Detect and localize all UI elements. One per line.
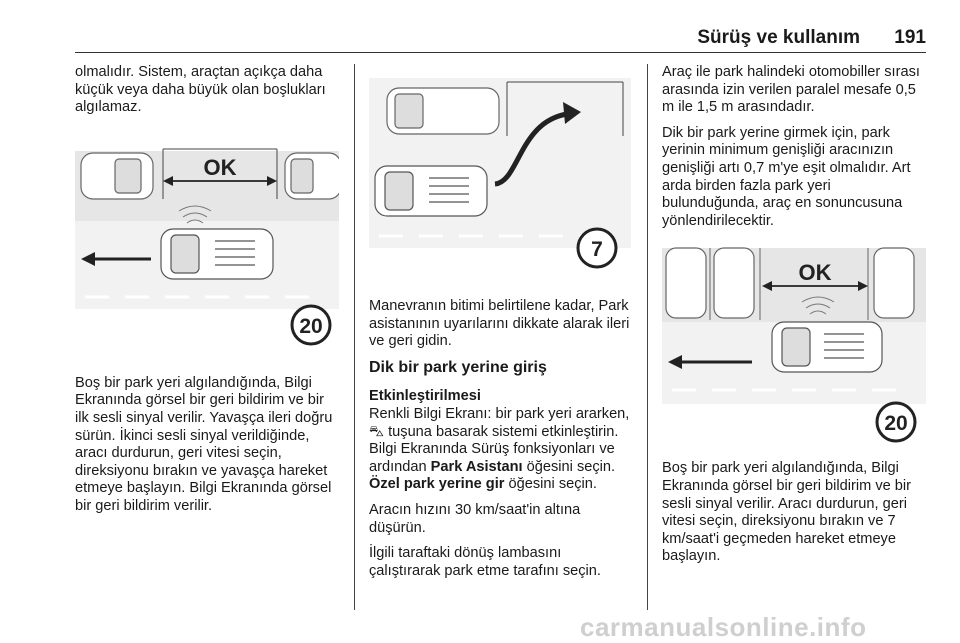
paragraph: Dik bir park yerine girmek için, park yerinin minimum genişliği aracınızın genişliği artı 0,7 m'ye eşit olmalıdır. Art arda birden fazla park yeri bulunduğunda, araç en sonuncusuna yönlendirilecektir. [662,124,911,229]
parallel-parking-figure [75,131,339,361]
column-divider-1 [354,64,355,610]
paragraph: Renkli Bilgi Ekranı: bir park yeri ararken, ⛍ tuşuna basarak sistemi etkinleştirin. Bilgi Ekranında Sürüş fonksiyonları ve ardından Park Asistanı öğesini seçin. Özel park yerine gir öğesini seçin. [369,405,630,493]
parked-car-right [285,153,339,199]
paragraph: Boş bir park yeri algılandığında, Bilgi Ekranında görsel bir geri bildirim ve bir sesli sinyal verilir. Aracı durdurun, geri vitesi seçin, direksiyonu bırakın ve 7 km/saat'i geçmeden hareket etmeye başlayın. [662,460,912,565]
moving-car [161,229,273,279]
moving-car [375,166,487,216]
figure-number: 20 [299,314,323,338]
figure-number: 20 [884,412,908,436]
section-title: Sürüş ve kullanım [697,27,860,48]
section-heading: Dik bir park yerine giriş [369,358,547,376]
column-3 [662,64,926,574]
paragraph: Boş bir park yeri algılandığında, Bilgi Ekranında görsel bir geri bildirim ve bir ilk sesli sinyal verilir. Yavaşça ileri doğru sürün. İkinci sesli sinyal verildiğinde, aracı durdurun, geri vitesi seçin, direksiyonu bırakın ve yavaşça hareket etmeye başlayın. Bilgi Ekranında görsel bir geri bildirim verilir. [75,374,333,514]
maneuver-figure [369,64,631,282]
figure-number: 7 [591,238,603,261]
ok-label: OK [203,154,237,180]
parked-car [387,88,499,134]
paragraph: Aracın hızını 30 km/saat'in altına düşürün. [369,501,581,536]
column-1 [75,64,339,524]
paragraph: İlgili taraftaki dönüş lambasını çalıştırarak park etme tarafını seçin. [369,545,601,579]
subheading: Etkinleştirilmesi [369,388,481,405]
paragraph: Araç ile park halindeki otomobiller sırası arasında izin verilen paralel mesafe 0,5 m ile 1,5 m arasındadır. [662,64,920,116]
column-2 [369,64,631,588]
parked-car-left [81,153,153,199]
perpendicular-parking-figure [662,240,926,448]
paragraph: Manevranın bitimi belirtilene kadar, Park asistanının uyarılarını dikkate alarak ileri ve geri gidin. [369,298,630,350]
header-divider [75,52,926,53]
page-number: 191 [894,27,926,48]
moving-car [772,322,882,372]
column-divider-2 [647,64,648,610]
paragraph: olmalıdır. Sistem, araçtan açıkça daha küçük veya daha büyük olan boşlukları algılamaz. [75,64,326,116]
ok-label: OK [798,260,832,286]
watermark: carmanualsonline.info [580,612,867,642]
car-settings-icon: ⛍ [369,423,385,440]
